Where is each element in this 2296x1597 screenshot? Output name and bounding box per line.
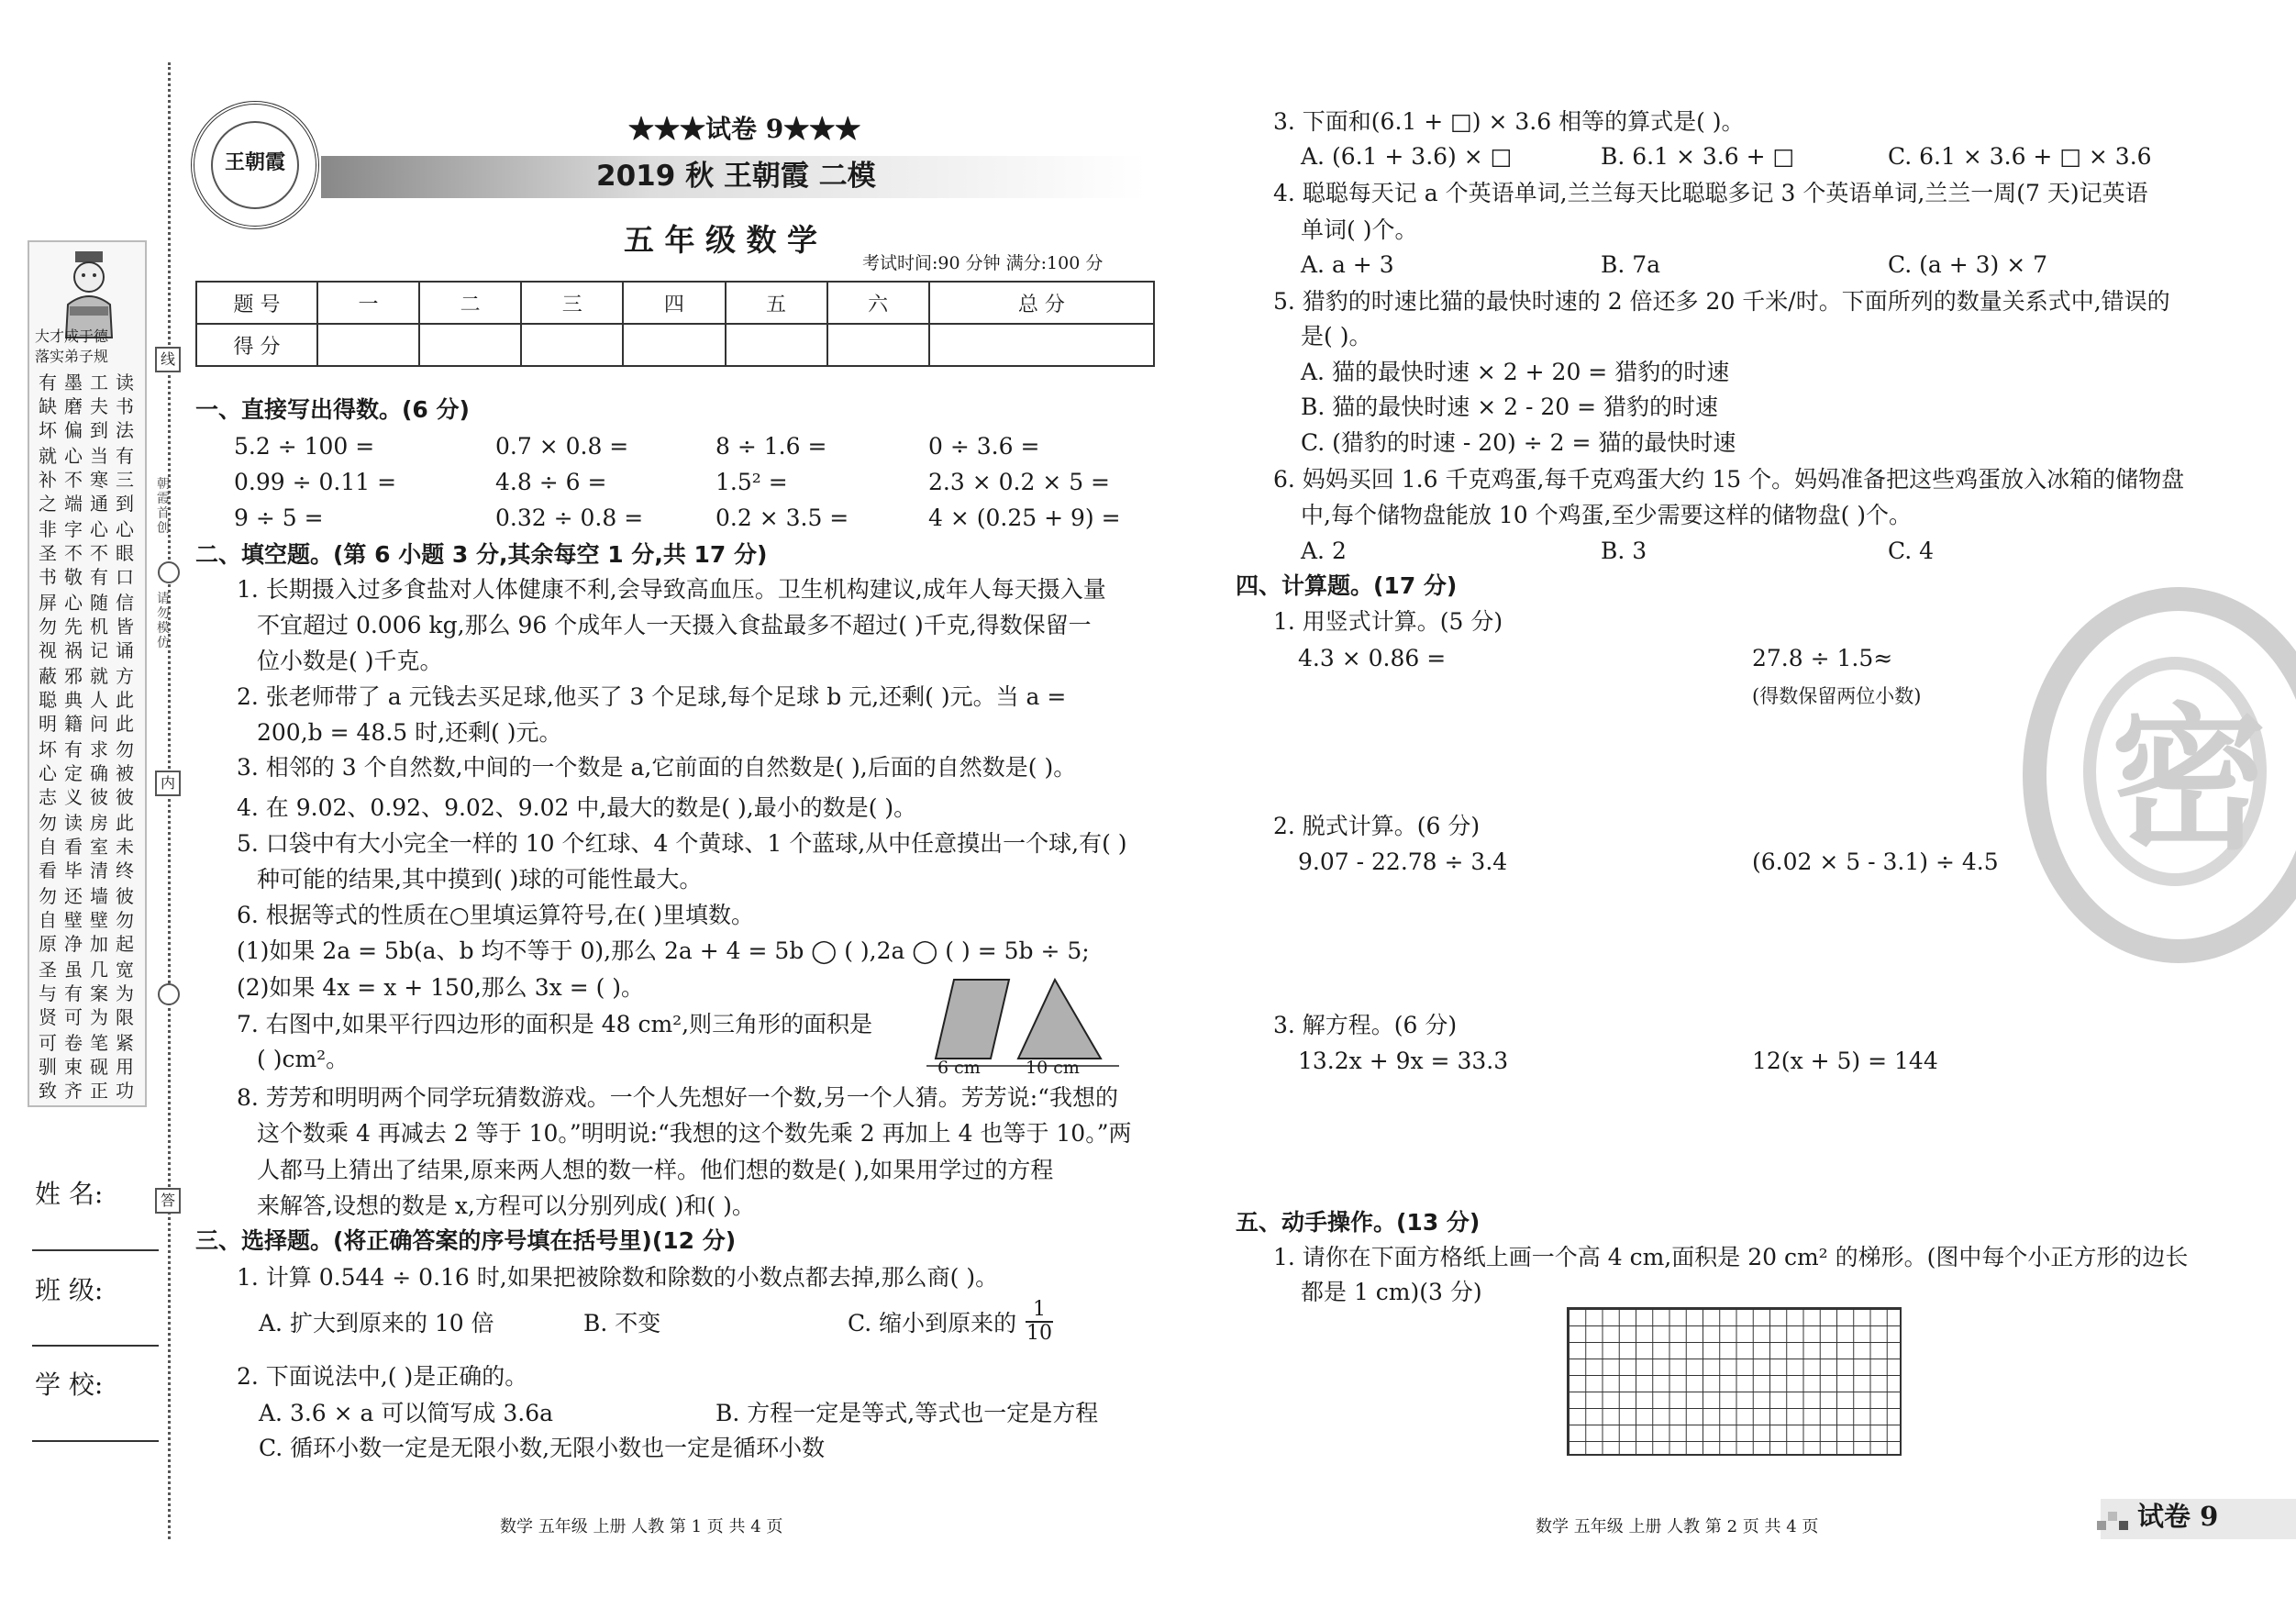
mental-math-item: 4 × (0.25 + 9) =: [928, 505, 1121, 531]
series-label: ★★★试卷 9★★★: [628, 114, 861, 144]
fill-blank-line: 7. 右图中,如果平行四边形的面积是 48 cm²,则三角形的面积是: [237, 1011, 873, 1037]
cut-circle-1: [158, 561, 180, 583]
s3-q6-line1: 6. 妈妈买回 1.6 千克鸡蛋,每千克鸡蛋大约 15 个。妈妈准备把这些鸡蛋放入冰箱的储物盘: [1273, 466, 2185, 493]
s3-q5-line1: 5. 猎豹的时速比猫的最快时速的 2 倍还多 20 千米/时。下面所列的数量关系式中,错误的: [1273, 288, 2170, 315]
motto-column: 勿自看: [39, 812, 57, 882]
mental-math-item: 9 ÷ 5 =: [234, 505, 324, 531]
score-header-cell: 五: [726, 282, 827, 324]
cut-tag-3: 答: [155, 1188, 181, 1214]
s4-q1-note: (得数保留两位小数): [1752, 685, 1922, 707]
triangle-shape: [1018, 980, 1101, 1059]
s3-q2-option-a[interactable]: A. 3.6 × a 可以简写成 3.6a: [259, 1400, 554, 1426]
motto-column: 非圣书: [39, 518, 57, 588]
s5-q1-line1: 1. 请你在下面方格纸上画一个高 4 cm,面积是 20 cm² 的梯形。(图中每个小正方形的边长: [1273, 1244, 2189, 1270]
fill-blank-line: 8. 芳芳和明明两个同学玩猜数游戏。一个人先想好一个数,另一个人猜。芳芳说:“我想的: [237, 1084, 1118, 1111]
school-line[interactable]: [32, 1440, 159, 1442]
s3-q6-line2: 中,每个储物盘能放 10 个鸡蛋,至少需要这样的储物盘( )个。: [1301, 502, 1913, 528]
s3-q2: 2. 下面说法中,( )是正确的。: [237, 1363, 528, 1390]
cut-tag-1: 线: [155, 347, 181, 372]
fill-blank-line: 这个数乘 4 再减去 2 等于 10。”明明说:“我想的这个数先乘 2 再加上 4 也等于 10。”两: [257, 1120, 1132, 1147]
side-note-1: 朝霞首创: [157, 477, 170, 536]
s3-q5-line2: 是( )。: [1301, 323, 1372, 349]
s4-q1-item-2: 27.8 ÷ 1.5≈: [1752, 645, 1893, 671]
tag-squares-icon: [2097, 1506, 2130, 1536]
footer-left: 数学 五年级 上册 人教 第 1 页 共 4 页: [500, 1517, 783, 1536]
motto-column: 蔽聪明: [39, 665, 57, 735]
school-label: 学 校:: [35, 1370, 104, 1400]
motto-column: 墙壁加: [90, 885, 108, 955]
score-header-cell: 三: [521, 282, 623, 324]
motto-column: 坏心志: [39, 738, 57, 808]
motto-top-2: 落实弟子规: [35, 348, 109, 365]
s3-q5-option-a[interactable]: A. 猫的最快时速 × 2 + 20 = 猎豹的时速: [1301, 359, 1730, 385]
score-header-cell: 一: [317, 282, 419, 324]
logo-text: 王朝霞: [224, 150, 285, 174]
motto-column: 心不端: [64, 445, 83, 515]
fill-blank-line: (2)如果 4x = x + 150,那么 3x = ( )。: [237, 974, 645, 1001]
fill-blank-line: 1. 长期摄入过多食盐对人体健康不利,会导致高血压。卫生机构建议,成年人每天摄入量: [237, 576, 1106, 603]
motto-column: 邪典籍: [64, 665, 83, 735]
fill-blank-line: 5. 口袋中有大小完全一样的 10 个红球、4 个黄球、1 个蓝球,从中任意摸出一个球,有( ): [237, 830, 1127, 857]
name-line[interactable]: [32, 1249, 159, 1251]
motto-column: 卷束齐: [64, 1032, 83, 1102]
motto-column: 虽有可: [64, 959, 83, 1028]
s3-q3: 3. 下面和(6.1 + □) × 3.6 相等的算式是( )。: [1273, 108, 1745, 135]
fill-blank-line: 200,b = 48.5 时,还剩( )元。: [257, 719, 562, 746]
s3-q1-option-a[interactable]: A. 扩大到原来的 10 倍: [259, 1310, 494, 1336]
figure-label-6cm: 6 cm: [937, 1058, 981, 1078]
s3-q3-option-b[interactable]: B. 6.1 × 3.6 + □: [1601, 143, 1795, 170]
s3-q4-option-c[interactable]: C. (a + 3) × 7: [1888, 251, 2048, 278]
motto-column: 工夫到: [90, 372, 108, 441]
s3-q2-option-c[interactable]: C. 循环小数一定是无限小数,无限小数也一定是循环小数: [259, 1435, 826, 1461]
s4-q3-item-2: 12(x + 5) = 144: [1752, 1048, 1938, 1074]
motto-column: 勿被彼: [116, 738, 134, 808]
s3-q1-option-c[interactable]: C. 缩小到原来的: [848, 1310, 1017, 1336]
fill-blank-line: 2. 张老师带了 a 元钱去买足球,他买了 3 个足球,每个足球 b 元,还剩( )元。当 a =: [237, 683, 1067, 710]
s3-q6-option-a[interactable]: A. 2: [1301, 538, 1347, 564]
motto-column: 就补之: [39, 445, 57, 515]
cut-line: [168, 62, 171, 1539]
s3-q2-option-b[interactable]: B. 方程一定是等式,等式也一定是方程: [715, 1400, 1099, 1426]
fraction-denominator: 10: [1026, 1322, 1052, 1345]
s3-q4-line2: 单词( )个。: [1301, 216, 1418, 243]
motto-column: 屏勿视: [39, 592, 57, 661]
motto-column: 求确彼: [90, 738, 108, 808]
score-cell[interactable]: [623, 324, 725, 366]
fill-blank-line: 人都马上猜出了结果,原来两人想的数一样。他们想的数是( ),如果用学过的方程: [257, 1157, 1054, 1183]
section5-title: 五、动手操作。(13 分): [1236, 1209, 1481, 1236]
motto-column: 几案为: [90, 959, 108, 1028]
motto-column: 宽为限: [116, 959, 134, 1028]
motto-column: 心不有: [90, 518, 108, 588]
motto-column: 心先祸: [64, 592, 83, 661]
stamp-character: 密: [2111, 690, 2268, 871]
s3-q6-option-b[interactable]: B. 3: [1601, 538, 1647, 564]
fill-blank-line: 3. 相邻的 3 个自然数,中间的一个数是 a,它前面的自然数是( ),后面的自然数是( )。: [237, 754, 1077, 781]
score-header-cell: 四: [623, 282, 725, 324]
mental-math-item: 0 ÷ 3.6 =: [928, 433, 1040, 460]
s4-q1: 1. 用竖式计算。(5 分): [1273, 608, 1503, 635]
motto-column: 就人问: [90, 665, 108, 735]
s3-q3-option-a[interactable]: A. (6.1 + 3.6) × □: [1301, 143, 1513, 170]
exam-title: 2019 秋 王朝霞 二模: [596, 160, 876, 193]
motto-top-1: 大才成于德: [35, 327, 109, 345]
score-header-cell: 二: [419, 282, 521, 324]
score-header-cell: 题 号: [196, 282, 317, 324]
motto-column: 当寒通: [90, 445, 108, 515]
s4-q3: 3. 解方程。(6 分): [1273, 1012, 1458, 1038]
mental-math-item: 5.2 ÷ 100 =: [234, 433, 375, 460]
s3-q4-option-a[interactable]: A. a + 3: [1301, 251, 1394, 278]
s4-q3-item-1: 13.2x + 9x = 33.3: [1298, 1048, 1509, 1074]
section1-title: 一、直接写出得数。(6 分): [195, 396, 470, 423]
section2-title: 二、填空题。(第 6 小题 3 分,其余每空 1 分,共 17 分): [195, 541, 768, 568]
mental-math-item: 0.2 × 3.5 =: [715, 505, 849, 531]
fraction-one-tenth: [1026, 1299, 1053, 1345]
motto-column: 勿自原: [39, 885, 57, 955]
brand-logo: [191, 101, 319, 229]
motto-column: 墨磨偏: [64, 372, 83, 441]
score-row-label: 得 分: [196, 324, 317, 366]
motto-column: 彼勿起: [116, 885, 134, 955]
fill-blank-line: ( )cm²。: [257, 1046, 349, 1072]
motto-column: 笔砚正: [90, 1032, 108, 1102]
s3-q1-option-b[interactable]: B. 不变: [583, 1310, 661, 1336]
score-cell[interactable]: [317, 324, 419, 366]
subject-title: 五 年 级 数 学: [624, 222, 817, 258]
score-cell[interactable]: [521, 324, 623, 366]
motto-strip: [28, 240, 147, 1107]
section4-title: 四、计算题。(17 分): [1236, 572, 1458, 599]
mental-math-item: 2.3 × 0.2 × 5 =: [928, 469, 1110, 495]
s4-q2: 2. 脱式计算。(6 分): [1273, 813, 1481, 839]
motto-column: 读看毕: [64, 812, 83, 882]
score-cell[interactable]: [929, 324, 1154, 366]
s4-q1-item-1: 4.3 × 0.86 =: [1298, 645, 1447, 671]
motto-column: 字不敬: [64, 518, 83, 588]
cut-circle-2: [158, 983, 180, 1005]
exam-info: 考试时间:90 分钟 满分:100 分: [862, 253, 1104, 273]
fill-blank-line: 种可能的结果,其中摸到( )球的可能性最大。: [257, 866, 703, 893]
mental-math-item: 0.99 ÷ 0.11 =: [234, 469, 397, 495]
class-label: 班 级:: [35, 1275, 104, 1305]
fill-blank-line: (1)如果 2a = 5b(a、b 均不等于 0),那么 2a + 4 = 5b ◯ ( ),2a ◯ ( ) = 5b ÷ 5;: [237, 937, 1090, 964]
s3-q5-option-c[interactable]: C. (猎豹的时速 - 20) ÷ 2 = 猫的最快时速: [1301, 429, 1736, 456]
confidential-stamp: [2023, 587, 2296, 963]
score-table: [195, 281, 1155, 367]
score-table-score-row: [196, 324, 1154, 366]
cut-tag-2: 内: [155, 771, 181, 796]
mental-math-item: 1.5² =: [715, 469, 788, 495]
fill-blank-line: 4. 在 9.02、0.92、9.02、9.02 中,最大的数是( ),最小的数是( )。: [237, 794, 917, 821]
footer-right: 数学 五年级 上册 人教 第 2 页 共 4 页: [1536, 1517, 1819, 1536]
motto-column: 读书法: [116, 372, 134, 441]
motto-column: 此未终: [116, 812, 134, 882]
fill-blank-line: 不宜超过 0.006 kg,那么 96 个成年人一天摄入食盐最多不超过( )千克,得数保留一: [257, 612, 1092, 638]
paper-tag-label: 试卷 9: [2137, 1501, 2219, 1532]
motto-column: 紧用功: [116, 1032, 134, 1102]
name-label: 姓 名:: [35, 1179, 104, 1209]
figure-label-10cm: 10 cm: [1026, 1058, 1080, 1078]
motto-column: 信皆诵: [116, 592, 134, 661]
s3-q1: 1. 计算 0.544 ÷ 0.16 时,如果把被除数和除数的小数点都去掉,那么商( )。: [237, 1264, 999, 1291]
score-table-header-row: [196, 282, 1154, 324]
motto-column: 有缺坏: [39, 372, 57, 441]
section3-title: 三、选择题。(将正确答案的序号填在括号里)(12 分): [195, 1227, 737, 1254]
mental-math-item: 0.7 × 0.8 =: [495, 433, 629, 460]
s3-q4-option-b[interactable]: B. 7a: [1601, 251, 1661, 278]
score-cell[interactable]: [827, 324, 929, 366]
fraction-numerator: 1: [1026, 1299, 1053, 1323]
motto-column: 房室清: [90, 812, 108, 882]
mental-math-item: 8 ÷ 1.6 =: [715, 433, 827, 460]
motto-column: 有定义: [64, 738, 83, 808]
fill-blank-line: 6. 根据等式的性质在○里填运算符号,在( )里填数。: [237, 902, 755, 928]
motto-column: 可驯致: [39, 1032, 57, 1102]
motto-column: 还壁净: [64, 885, 83, 955]
motto-column: 圣与贤: [39, 959, 57, 1028]
s3-q5-option-b[interactable]: B. 猫的最快时速 × 2 - 20 = 猎豹的时速: [1301, 394, 1719, 420]
side-note-2: 请勿模仿: [157, 592, 170, 650]
score-cell[interactable]: [726, 324, 827, 366]
s4-q2-item-1: 9.07 - 22.78 ÷ 3.4: [1298, 848, 1508, 875]
score-header-cell: 总 分: [929, 282, 1154, 324]
motto-column: 有三到: [116, 445, 134, 515]
motto-column: 方此此: [116, 665, 134, 735]
motto-column: 随机记: [90, 592, 108, 661]
s5-q1-line2: 都是 1 cm)(3 分): [1301, 1279, 1482, 1305]
score-header-cell: 六: [827, 282, 929, 324]
motto-column: 心眼口: [116, 518, 134, 588]
s4-q2-item-2: (6.02 × 5 - 3.1) ÷ 4.5: [1752, 848, 1999, 875]
mental-math-item: 4.8 ÷ 6 =: [495, 469, 607, 495]
score-cell[interactable]: [419, 324, 521, 366]
s3-q4-line1: 4. 聪聪每天记 a 个英语单词,兰兰每天比聪聪多记 3 个英语单词,兰兰一周(7 天)记英语: [1273, 180, 2148, 206]
mental-math-item: 0.32 ÷ 0.8 =: [495, 505, 644, 531]
s3-q6-option-c[interactable]: C. 4: [1888, 538, 1935, 564]
grid-paper[interactable]: [1567, 1307, 1902, 1456]
fill-blank-line: 来解答,设想的数是 x,方程可以分别列成( )和( )。: [257, 1192, 755, 1219]
parallelogram-shape: [936, 980, 1009, 1059]
class-line[interactable]: [32, 1345, 159, 1347]
s3-q3-option-c[interactable]: C. 6.1 × 3.6 + □ × 3.6: [1888, 143, 2152, 170]
fill-blank-line: 位小数是( )千克。: [257, 648, 443, 674]
